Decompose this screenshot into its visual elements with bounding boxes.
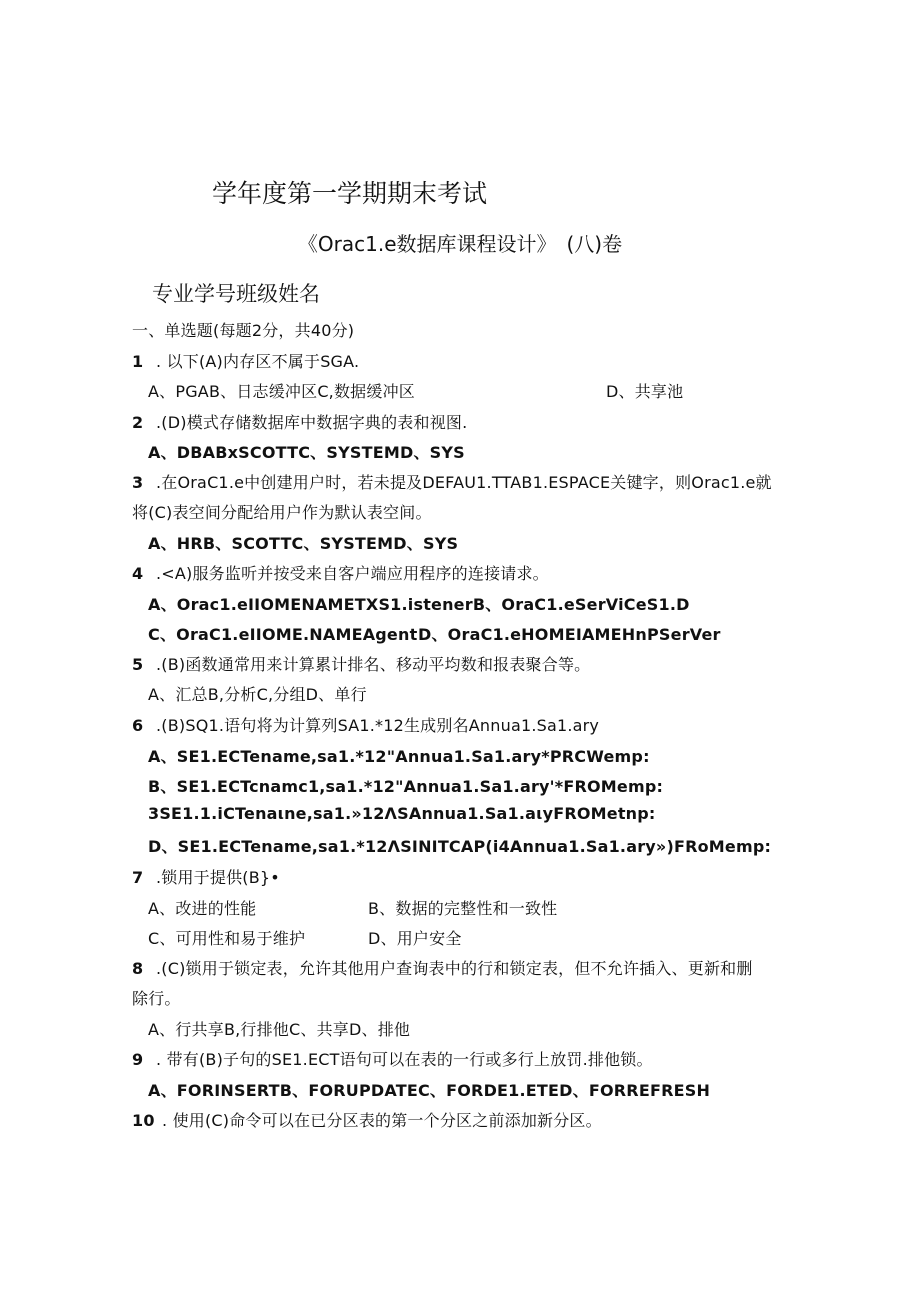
course-name: 《Orac1.e数据库课程设计》: [297, 232, 557, 256]
student-info-fields: 专业学号班级姓名: [152, 282, 320, 306]
question-text: .(C)锁用于锁定表，允许其他用户查询表中的行和锁定表，但不允许插入、更新和删: [156, 959, 753, 978]
question-5: [132, 652, 590, 675]
paper-version: (八)卷: [566, 232, 623, 256]
question-number: 2: [132, 413, 144, 432]
question-text: .<A)服务监听并按受来自客户端应用程序的连接请求。: [156, 564, 549, 583]
question-number: 7: [132, 868, 144, 887]
question-number: 5: [132, 655, 144, 674]
option-line: C、可用性和易于维护: [148, 929, 306, 948]
exam-title: 学年度第一学期期末考试: [212, 179, 488, 208]
question-number: 3: [132, 473, 144, 492]
question-number: 9: [132, 1050, 144, 1069]
question-1: [132, 349, 359, 372]
option-line: A、DBABxSCOTTC、SYSTEMD、SYS: [148, 443, 465, 462]
option-line: A、HRB、SCOTTC、SYSTEMD、SYS: [148, 534, 459, 553]
question-6: [132, 713, 599, 736]
option-line: C、OraC1.eIIOME.NAMEAgent: [148, 625, 418, 644]
option-line: A、行共享B,行排他C、共享D、排他: [148, 1020, 411, 1039]
question-text: .(B)SQ1.语句将为计算列SA1.*12生成别名Annua1.Sa1.ary: [156, 716, 600, 735]
question-text: . 使用(C)命令可以在已分区表的第一个分区之前添加新分区。: [162, 1111, 602, 1130]
question-number: 4: [132, 564, 144, 583]
question-10: [132, 1108, 602, 1131]
question-number: 1: [132, 352, 144, 371]
question-text: . 带有(B)子句的SE1.ECT语句可以在表的一行或多行上放罚.排他锁。: [156, 1050, 653, 1069]
question-text: .(D)模式存储数据库中数据字典的表和视图.: [156, 413, 468, 432]
question-text: .在OraC1.e中创建用户时，若未提及DEFAU1.TTAB1.ESPACE关键字，则Orac1.e就: [156, 473, 772, 492]
option-line: 3SE1.1.iCTenaιne,sa1.»12ΛSAnnua1.Sa1.aιyFROMetnp:: [148, 804, 656, 823]
option-line: A、FORINSERTB、FORUPDATEC、FORDE1.ETED、FORREFRESH: [148, 1081, 711, 1100]
option-line: A、SE1.ECTename,sa1.*12"Annua1.Sa1.ary*PRCWemp:: [148, 747, 650, 766]
option-line: B、SE1.ECTcnamc1,sa1.*12"Annua1.Sa1.ary'*FROMemp:: [148, 777, 664, 796]
question-text: .(B)函数通常用来计算累计排名、移动平均数和报表聚合等。: [156, 655, 591, 674]
course-subtitle: [0, 228, 920, 257]
question-7: [132, 865, 280, 888]
question-8: [132, 956, 753, 979]
question-2: [132, 410, 467, 433]
question-text-continued: 将(C)表空间分配给用户作为默认表空间。: [132, 503, 432, 522]
option-line: D、OraC1.eHOMEIAMEHnPSerVer: [418, 625, 721, 644]
option-line: B、数据的完整性和一致性: [368, 899, 558, 918]
question-number: 6: [132, 716, 144, 735]
question-text-continued: 除行。: [132, 989, 181, 1008]
option-line: D、SE1.ECTename,sa1.*12ΛSINITCAP(i4Annua1.Sa1.ary»)FRoMemp:: [148, 837, 772, 856]
option-line: D、共享池: [606, 382, 684, 401]
question-3: [132, 470, 772, 493]
option-line: A、Orac1.eIIOMENAMETXS1.istenerB、OraC1.eSerViCeS1.D: [148, 595, 690, 614]
section-heading: 一、单选题(每题2分，共40分): [132, 321, 355, 340]
question-number: 8: [132, 959, 144, 978]
option-line: D、用户安全: [368, 929, 462, 948]
question-text: .锁用于提供(B}•: [156, 868, 280, 887]
question-9: [132, 1047, 653, 1070]
question-text: . 以下(A)内存区不属于SGA.: [156, 352, 360, 371]
question-4: [132, 561, 549, 584]
option-line: A、PGAB、日志缓冲区C,数据缓冲区: [148, 382, 415, 401]
option-line: A、汇总B,分析C,分组D、单行: [148, 685, 367, 704]
option-line: A、改进的性能: [148, 899, 257, 918]
question-number: 10: [132, 1111, 155, 1130]
